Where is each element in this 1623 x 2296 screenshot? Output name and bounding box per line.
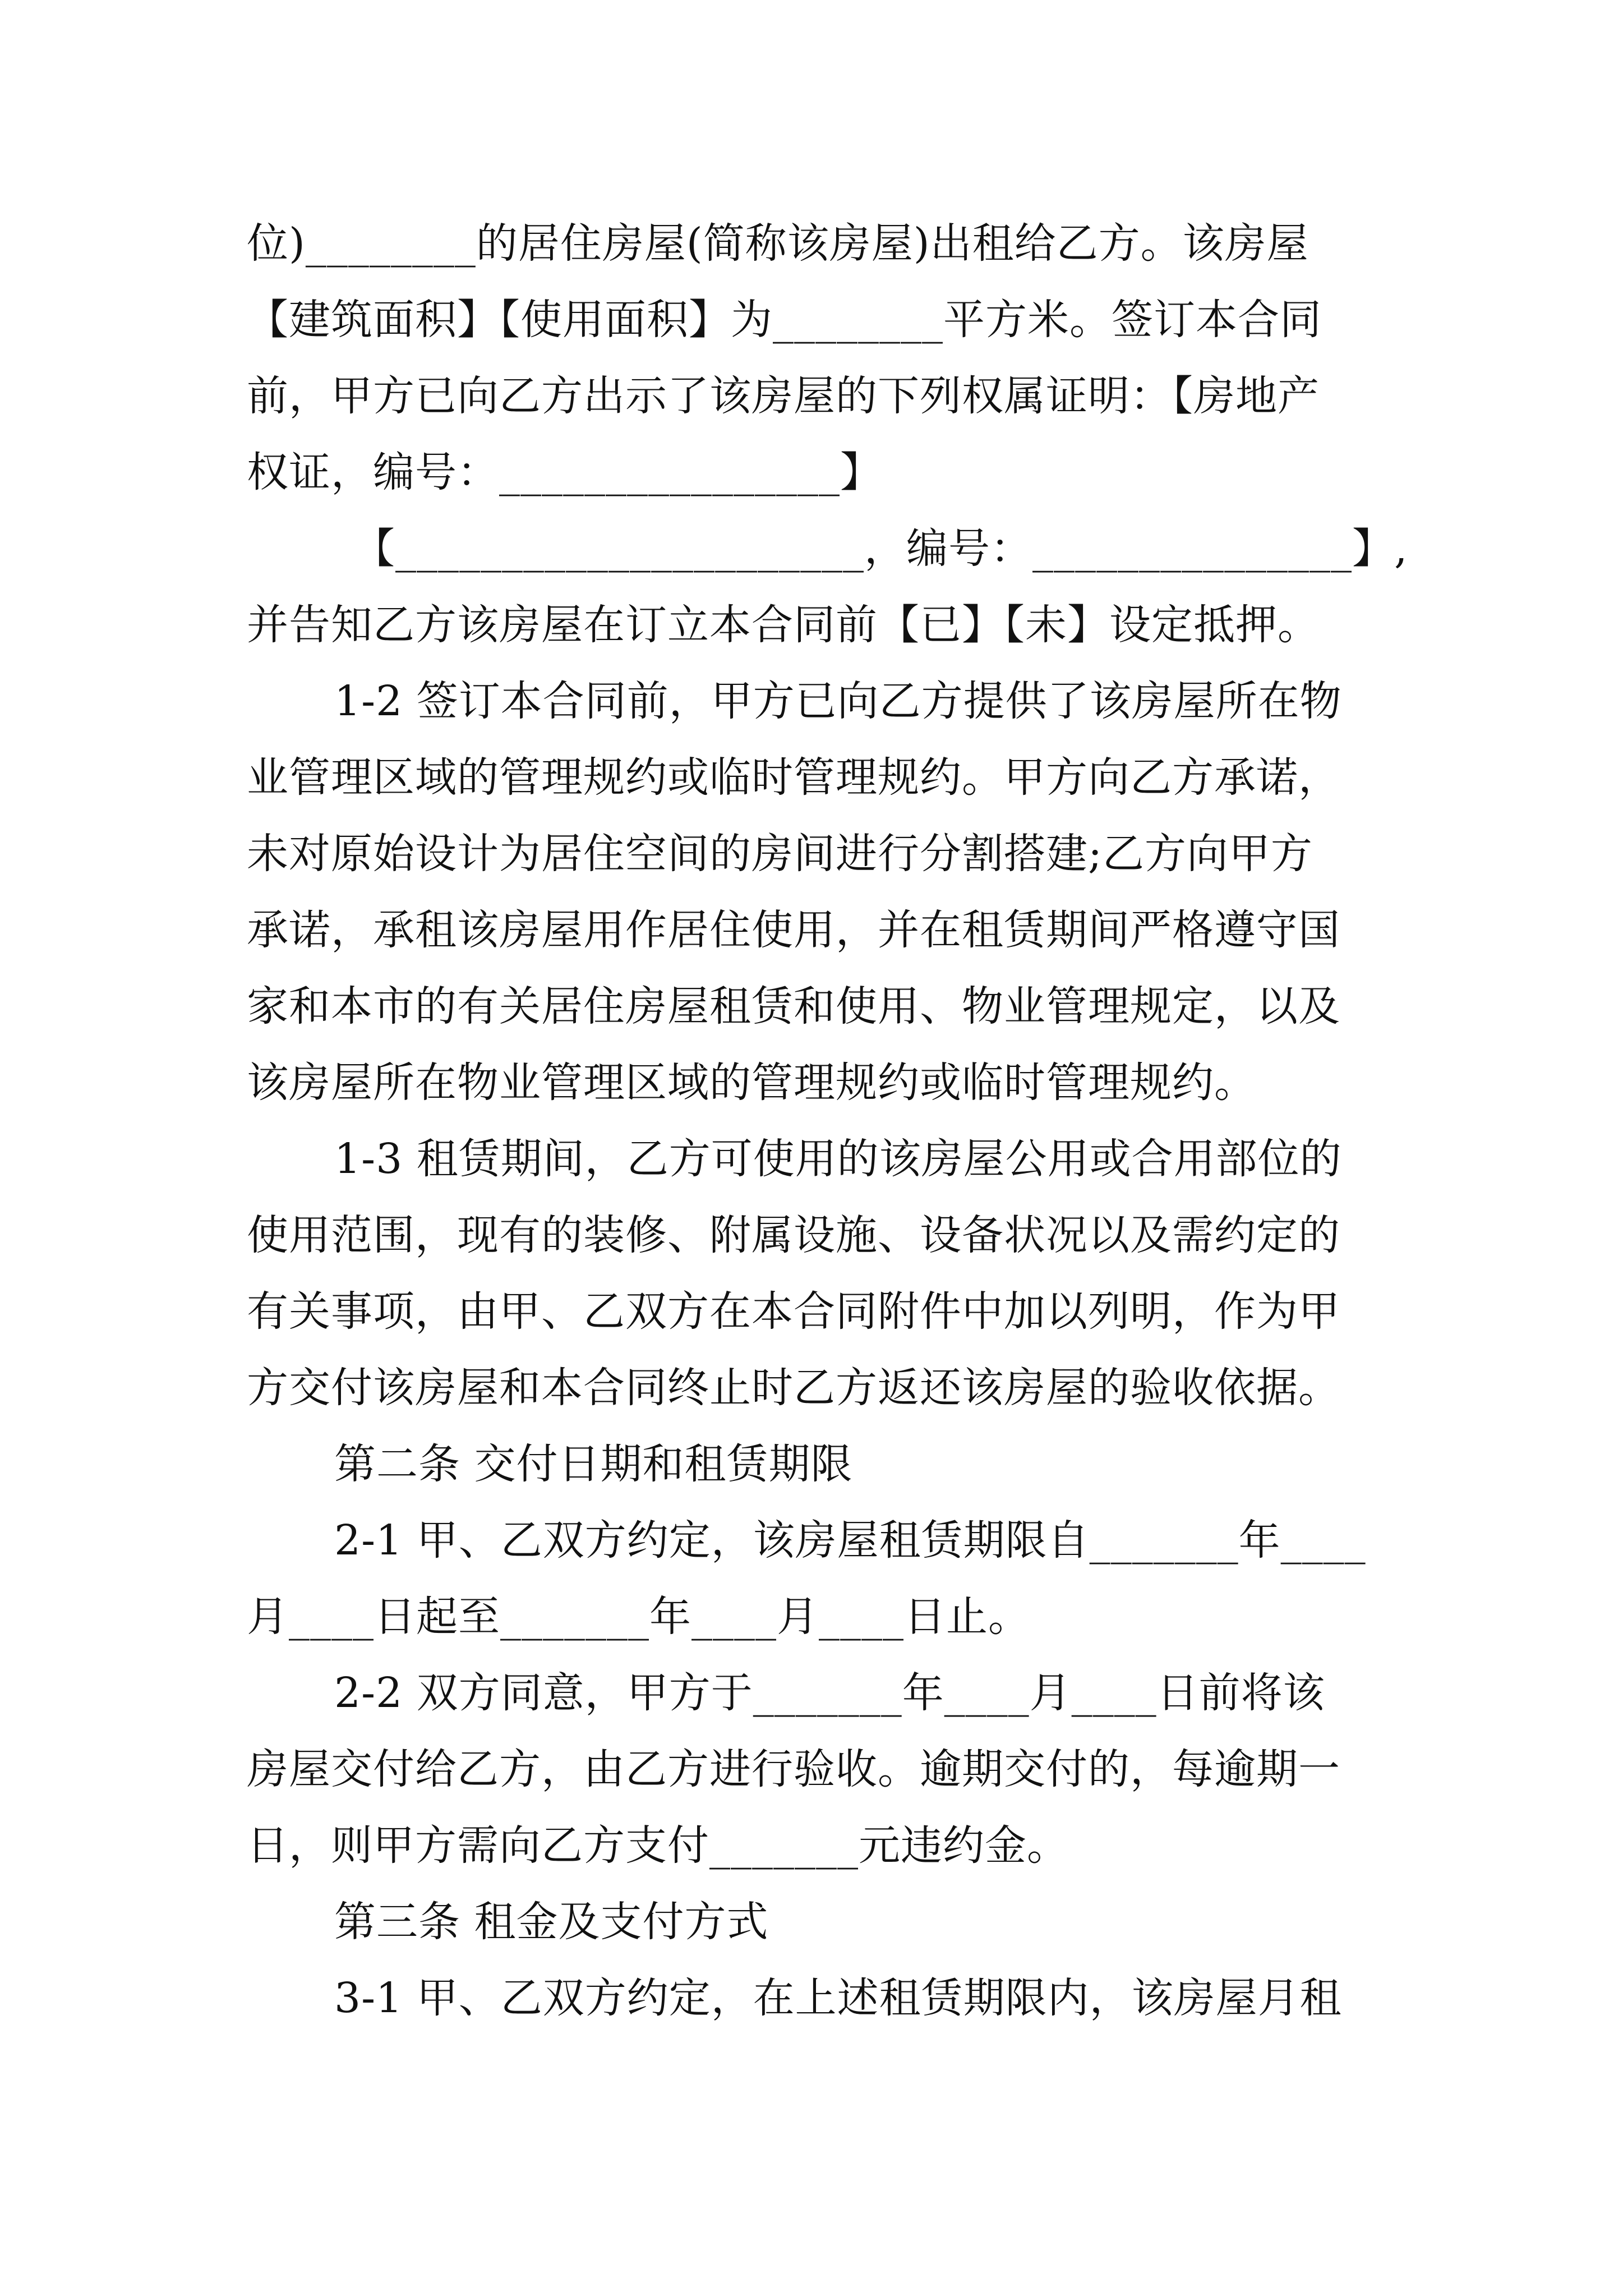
text-line: 2-2 双方同意，甲方于_______年____月____日前将该	[334, 1669, 1325, 1717]
text-line: 3-1 甲、乙双方约定，在上述租赁期限内，该房屋月租	[334, 1974, 1342, 2022]
text-line: 未对原始设计为居住空间的房间进行分割搭建;乙方向甲方	[247, 830, 1313, 878]
text-line: 【______________________，编号：_______________】,	[353, 524, 1408, 573]
text-line: 该房屋所在物业管理区域的管理规约或临时管理规约。	[247, 1059, 1256, 1107]
text-line: 日，则甲方需向乙方支付_______元违约金。	[247, 1821, 1069, 1870]
text-line: 业管理区域的管理规约或临时管理规约。甲方向乙方承诺，	[247, 753, 1340, 802]
section-heading: 第三条 租金及支付方式	[334, 1898, 769, 1946]
text-line: 承诺，承租该房屋用作居住使用，并在租赁期间严格遵守国	[247, 906, 1340, 954]
text-line: 权证，编号：________________】	[247, 448, 882, 496]
text-line: 2-1 甲、乙双方约定，该房屋租赁期限自_______年____	[334, 1516, 1366, 1565]
text-line: 1-3 租赁期间，乙方可使用的该房屋公用或合用部位的	[334, 1135, 1342, 1183]
text-line: 【建筑面积】【使用面积】为________平方米。签订本合同	[247, 296, 1322, 344]
text-line: 方交付该房屋和本合同终止时乙方返还该房屋的验收依据。	[247, 1364, 1340, 1412]
text-line: 房屋交付给乙方，由乙方进行验收。逾期交付的，每逾期一	[247, 1745, 1340, 1793]
text-line: 使用范围，现有的装修、附属设施、设备状况以及需约定的	[247, 1211, 1340, 1259]
text-line: 家和本市的有关居住房屋租赁和使用、物业管理规定，以及	[247, 982, 1340, 1030]
text-line: 1-2 签订本合同前，甲方已向乙方提供了该房屋所在物	[334, 677, 1342, 725]
text-line: 并告知乙方该房屋在订立本合同前【已】【未】设定抵押。	[247, 601, 1320, 649]
text-line: 位)________的居住房屋(简称该房屋)出租给乙方。该房屋	[247, 219, 1309, 268]
text-line: 前，甲方已向乙方出示了该房屋的下列权属证明：【房地产	[247, 372, 1320, 420]
text-line: 月____日起至_______年____月____日止。	[247, 1593, 1030, 1641]
section-heading: 第二条 交付日期和租赁期限	[334, 1440, 853, 1488]
text-line: 有关事项，由甲、乙双方在本合同附件中加以列明，作为甲	[247, 1287, 1340, 1336]
